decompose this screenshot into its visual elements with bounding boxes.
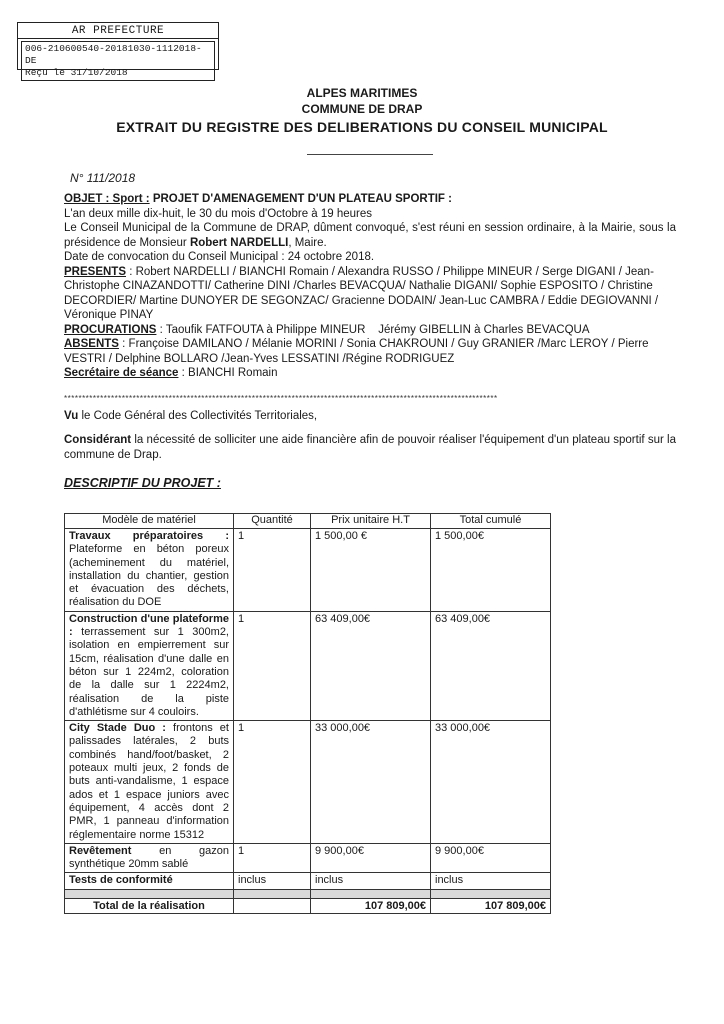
- table-total-row: [65, 898, 551, 913]
- department-heading: ALPES MARITIMES: [306, 86, 418, 100]
- header-quantity: Quantité: [234, 514, 311, 529]
- stamp-reference: [21, 41, 215, 81]
- total-cumulative: 107 809,00€: [431, 898, 551, 913]
- stamp-line-2: Reçu le 31/10/2018: [25, 67, 128, 78]
- row-total: 1 500,00€: [431, 529, 551, 612]
- table-header-row: [65, 514, 551, 529]
- row-title: Construction d'une plateforme :: [69, 612, 229, 639]
- row-quantity: 1: [234, 721, 311, 844]
- vu-paragraph: [64, 409, 676, 424]
- total-quantity-empty: [234, 898, 311, 913]
- absents-list: [64, 337, 676, 366]
- presents-list: [64, 265, 676, 323]
- objet-label: OBJET : Sport :: [64, 193, 150, 205]
- spacer-cell: [234, 889, 311, 898]
- absents-names: : Françoise DAMILANO / Mélanie MORINI / Sonia CHAKROUNI / Guy GRANIER /Marc LEROY / Pierre VESTRI / Delphine BOLLARO /Jean-Yves LESSATINI /Régine RODRIGUEZ: [64, 338, 649, 365]
- considerant-label: Considérant: [64, 434, 132, 446]
- secretaire-name: : BIANCHI Romain: [178, 367, 278, 379]
- descriptif-heading: DESCRIPTIF DU PROJET :: [64, 476, 221, 490]
- row-description: [65, 843, 234, 873]
- row-unit-price: 9 900,00€: [311, 843, 431, 873]
- row-quantity: 1: [234, 843, 311, 873]
- header-unit-price: Prix unitaire H.T: [311, 514, 431, 529]
- procurations-names: : Taoufik FATFOUTA à Philippe MINEUR Jérémy GIBELLIN à Charles BEVACQUA: [156, 323, 590, 336]
- row-detail: Plateforme en béton poreux (acheminement du matériel, installation du chantier, gestion et évacuation des déchets, réalisation du DOE: [69, 543, 229, 609]
- row-unit-price: inclus: [311, 873, 431, 889]
- session-date: L'an deux mille dix-huit, le 30 du mois d'Octobre à 19 heures: [64, 207, 373, 220]
- row-total: inclus: [431, 873, 551, 889]
- total-label: Total de la réalisation: [65, 898, 234, 913]
- row-quantity: 1: [234, 611, 311, 720]
- session-text-end: , Maire.: [288, 236, 327, 249]
- row-unit-price: 1 500,00 €: [311, 529, 431, 612]
- row-description: [65, 721, 234, 844]
- total-unit-price: 107 809,00€: [311, 898, 431, 913]
- row-quantity: inclus: [234, 873, 311, 889]
- row-description: [65, 611, 234, 720]
- row-description: [65, 873, 234, 889]
- row-detail: en gazon synthétique 20mm sablé: [69, 844, 229, 871]
- session-text: Le Conseil Municipal de la Commune de DRAP, dûment convoqué, s'est réuni en session ordinaire, à la Mairie, sous la présidence de Monsieur: [64, 222, 676, 249]
- row-detail: terrassement sur 1 300m2, isolation en empierrement sur 15cm, réalisation d'une dalle en béton sur 1 224m2, coloration de la dalle sur 1 2224m2, réalisation de la piste d'athlétisme sur 4 couloirs.: [69, 626, 229, 718]
- commune-heading: COMMUNE DE DRAP: [301, 102, 423, 116]
- separator-line: ************************************************************************************************************************: [64, 394, 498, 403]
- mayor-name: Robert NARDELLI: [189, 236, 289, 249]
- row-total: 9 900,00€: [431, 843, 551, 873]
- convocation-date: Date de convocation du Conseil Municipal : 24 octobre 2018.: [64, 251, 375, 263]
- row-total: 33 000,00€: [431, 721, 551, 844]
- row-title: City Stade Duo :: [69, 722, 166, 735]
- row-unit-price: 33 000,00€: [311, 721, 431, 844]
- table-row: [65, 721, 551, 844]
- prefecture-stamp: [17, 22, 219, 78]
- absents-label: ABSENTS: [64, 338, 119, 350]
- presents-label: PRESENTS: [64, 265, 126, 278]
- spacer-cell: [431, 889, 551, 898]
- row-description: [65, 529, 234, 612]
- considerant-paragraph: [64, 433, 676, 462]
- secretaire-label: Secrétaire de séance: [64, 367, 179, 379]
- deliberation-preamble: [64, 192, 676, 381]
- procurations-list: [64, 323, 676, 338]
- row-title: Travaux préparatoires :: [69, 530, 229, 542]
- table-row: [65, 843, 551, 873]
- session-description: [64, 221, 676, 250]
- row-title: Tests de conformité: [69, 874, 173, 887]
- objet-text: PROJET D'AMENAGEMENT D'UN PLATEAU SPORTIF :: [152, 193, 452, 205]
- row-unit-price: 63 409,00€: [311, 611, 431, 720]
- objet-line: [64, 192, 676, 207]
- vu-text: le Code Général des Collectivités Territoriales,: [78, 410, 318, 422]
- title-divider: [307, 154, 433, 155]
- header-model: Modèle de matériel: [65, 514, 234, 529]
- project-cost-table: [64, 513, 551, 914]
- presents-names: : Robert NARDELLI / BIANCHI Romain / Alexandra RUSSO / Philippe MINEUR / Serge DIGANI / Jean-Christophe CINAZANDOTTI/ Catherine DINI /Charles BEVACQUA/ Nathalie DIGANI/ Sophie ESPOSITO / Christine DECORDIER/ Martine DUNOYER DE SEGONZAC/ Gracienne DODAIN/ Jean-Luc CAMBRA / Eddie DEGIOVANNI / Véronique PINAY: [64, 265, 659, 321]
- table-row: [65, 873, 551, 889]
- deliberation-number: N° 111/2018: [70, 171, 136, 185]
- table-row: [65, 529, 551, 612]
- document-title: EXTRAIT DU REGISTRE DES DELIBERATIONS DU CONSEIL MUNICIPAL: [116, 119, 608, 135]
- secretaire-line: [64, 366, 676, 381]
- header-total: Total cumulé: [431, 514, 551, 529]
- row-total: 63 409,00€: [431, 611, 551, 720]
- table-spacer-row: [65, 889, 551, 898]
- spacer-cell: [65, 889, 234, 898]
- stamp-title: AR PREFECTURE: [18, 23, 218, 39]
- vu-label: Vu: [64, 410, 79, 422]
- row-detail: frontons et palissades latérales, 2 buts combinés hand/foot/basket, 2 poteaux multi jeux, 2 fonds de buts anti-vandalisme, 1 espace ados et 1 espace juniors avec équipement, 4 accès dont 2 PMR, 1 panneau d'information réglementaire norme 15312: [69, 722, 229, 841]
- spacer-cell: [311, 889, 431, 898]
- procurations-label: PROCURATIONS: [64, 323, 157, 336]
- row-quantity: 1: [234, 529, 311, 612]
- table-row: [65, 611, 551, 720]
- stamp-line-1: 006-210600540-20181030-1112018-DE: [25, 43, 202, 66]
- considerant-text: la nécessité de solliciter une aide financière afin de pouvoir réaliser l'équipement d'un plateau sportif sur la commune de Drap.: [64, 434, 676, 461]
- row-title: Revêtement: [69, 844, 132, 857]
